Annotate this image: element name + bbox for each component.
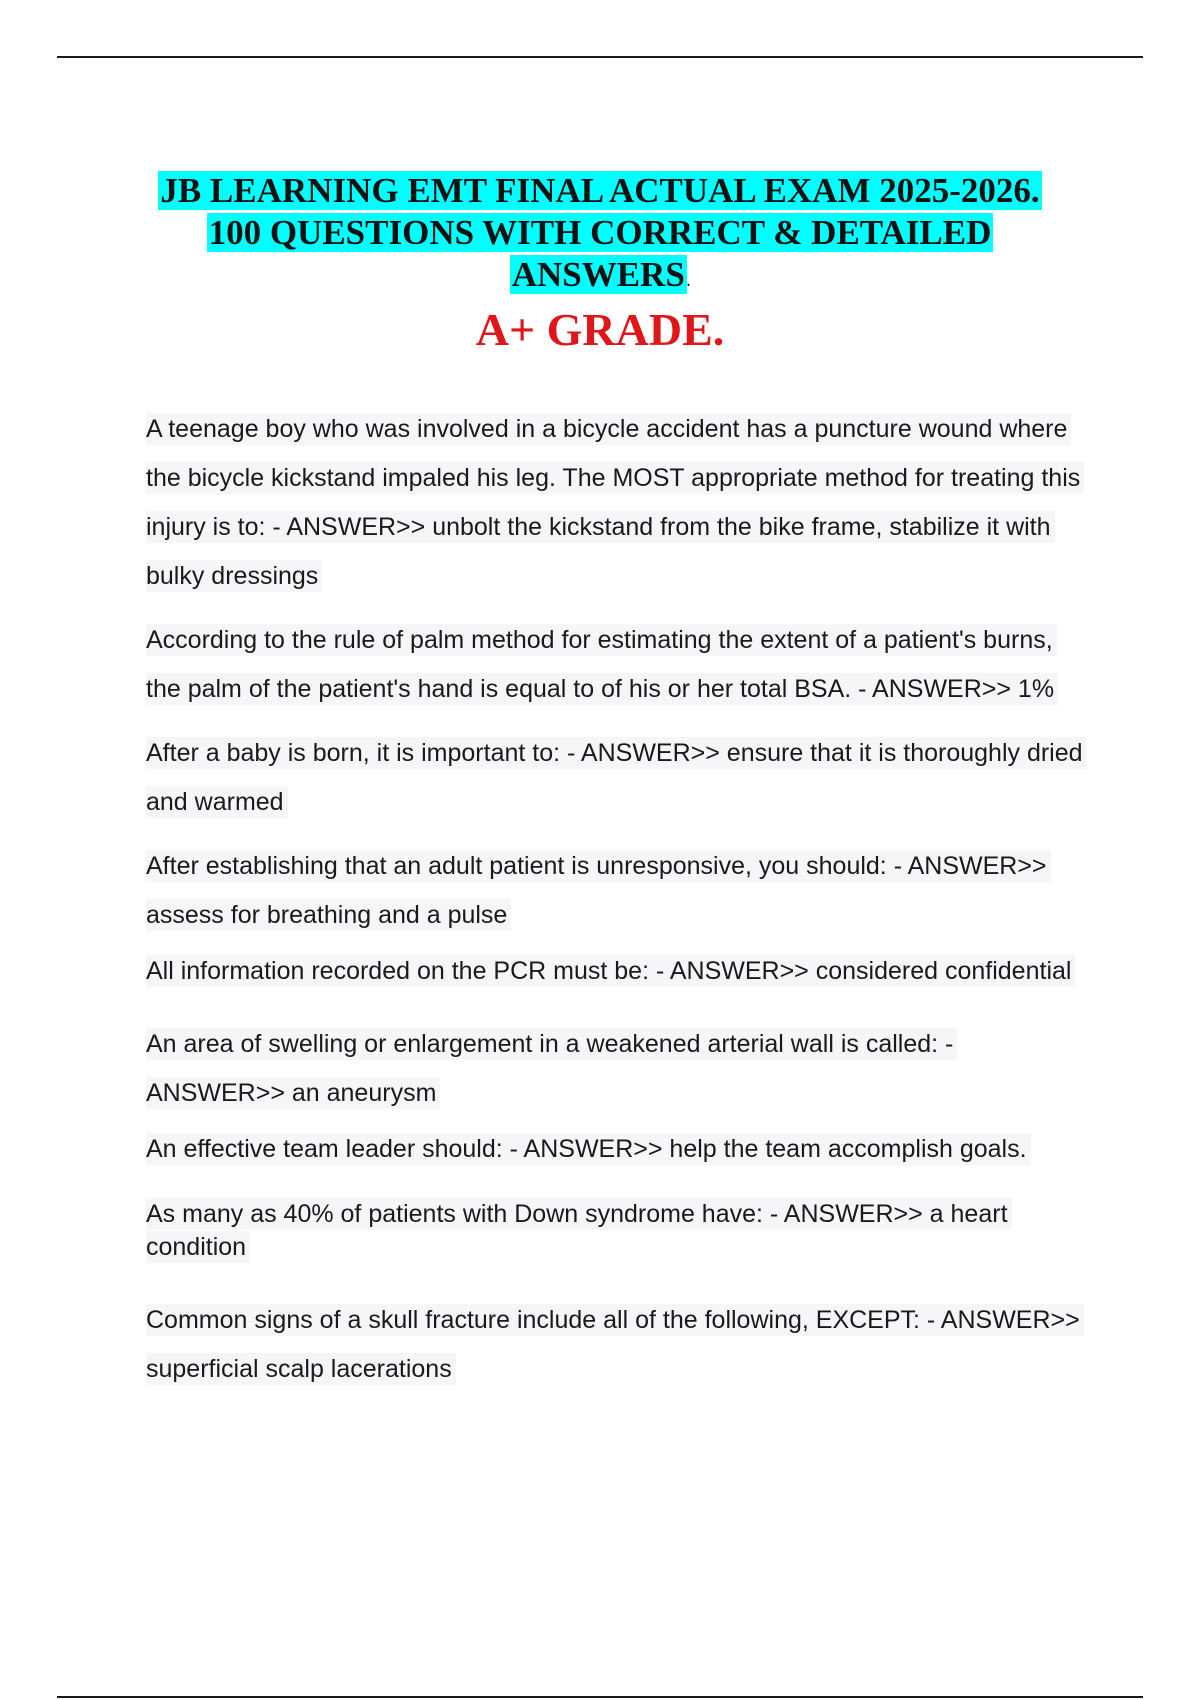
- qa-item-text: Common signs of a skull fracture include all of the following, EXCEPT: - ANSWER>> superficial scalp lacerations: [146, 1304, 1084, 1385]
- qa-item-5: [146, 955, 1091, 988]
- qa-item-text: All information recorded on the PCR must be: - ANSWER>> considered confidential: [146, 955, 1075, 987]
- qa-list: [146, 405, 1091, 1409]
- title-line-3-text: ANSWERS: [511, 255, 685, 294]
- title-line-2-text: 100 QUESTIONS WITH CORRECT & DETAILED: [208, 213, 992, 252]
- qa-item-4: [146, 842, 1091, 940]
- qa-item-7: [146, 1133, 1091, 1166]
- qa-item-8: [146, 1198, 1091, 1264]
- qa-item-text: After establishing that an adult patient is unresponsive, you should: - ANSWER>> assess for breathing and a pulse: [146, 850, 1051, 931]
- title-line-2: [0, 212, 1200, 254]
- qa-item-6: [146, 1020, 1091, 1118]
- qa-item-1: [146, 405, 1091, 601]
- qa-item-9: [146, 1296, 1091, 1394]
- bottom-rule: [57, 1696, 1143, 1698]
- title-line-3: [0, 254, 1200, 304]
- title-line-1: [0, 170, 1200, 212]
- grade-label: A+ GRADE.: [475, 304, 725, 355]
- qa-item-3: [146, 729, 1091, 827]
- document-title: [0, 170, 1200, 304]
- qa-item-text: After a baby is born, it is important to: - ANSWER>> ensure that it is thoroughly dried and warmed: [146, 737, 1087, 818]
- qa-item-text: According to the rule of palm method for estimating the extent of a patient's burns, the palm of the patient's hand is equal to of his or her total BSA. - ANSWER>> 1%: [146, 624, 1058, 705]
- qa-item-text: As many as 40% of patients with Down syndrome have: - ANSWER>> a heart condition: [146, 1198, 1012, 1263]
- qa-item-text: An effective team leader should: - ANSWER>> help the team accomplish goals.: [146, 1133, 1031, 1165]
- title-line-1-text: JB LEARNING EMT FINAL ACTUAL EXAM 2025-2026.: [160, 171, 1040, 210]
- top-rule: [57, 56, 1143, 58]
- title-trailing-period: .: [686, 275, 691, 290]
- qa-item-text: A teenage boy who was involved in a bicycle accident has a puncture wound where the bicycle kickstand impaled his leg. The MOST appropriate method for treating this injury is to: - ANSWER>> unbolt the kickstand from the bike frame, stabilize it with bulky dressings: [146, 413, 1084, 592]
- qa-item-2: [146, 616, 1091, 714]
- qa-item-text: An area of swelling or enlargement in a weakened arterial wall is called: - ANSWER>> an aneurysm: [146, 1028, 957, 1109]
